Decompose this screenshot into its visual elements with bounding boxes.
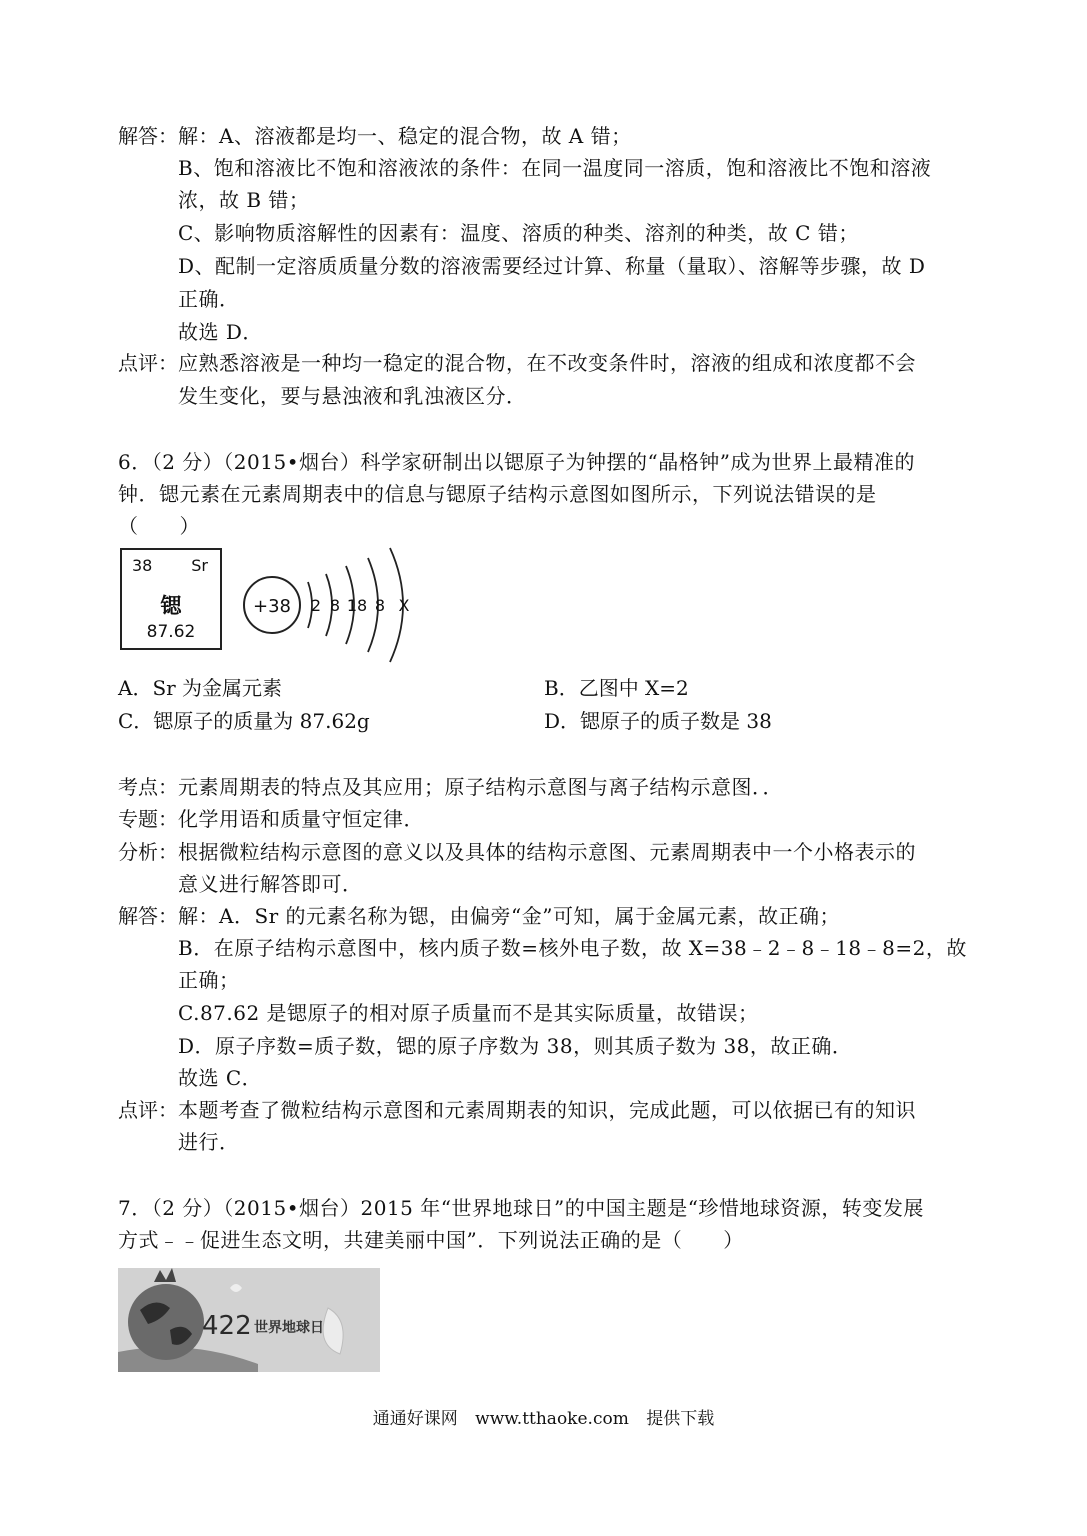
q5-answer-line-1: 解：A、溶液都是均一、稳定的混合物，故 A 错； [178,124,632,148]
q5-answer-line-4: C、影响物质溶解性的因素有：温度、溶质的种类、溶剂的种类，故 C 错； [178,221,859,245]
q6-comment-line-2: 进行． [178,1130,240,1154]
q5-answer-line-2: B、饱和溶液比不饱和溶液浓的条件：在同一温度同一溶质，饱和溶液比不饱和溶液 [178,156,932,180]
atomic-number: 38 [132,556,153,575]
q6-zhuanti: 化学用语和质量守恒定律． [178,807,424,831]
q6-answer-line-3: 正确； [178,968,240,992]
q5-answer-line-7: 故选 D． [178,320,263,344]
q6-comment-label: 点评： [118,1098,178,1122]
page-footer [0,1406,1087,1432]
q5-answer-line-5: D、配制一定溶质质量分数的溶液需要经过计算、称量（量取）、溶解等步骤，故 D [178,254,926,278]
q5-comment-label: 点评： [118,351,178,375]
q6-answer-label: 解答： [118,904,178,928]
earth-day-date: 422 [202,1311,252,1341]
q7-stem-line-1: 7．（2 分）（2015•烟台）2015 年“世界地球日”的中国主题是“珍惜地球资源，转变发展 [118,1196,924,1220]
q6-fenxi-line-1: 根据微粒结构示意图的意义以及具体的结构示意图、元素周期表中一个小格表示的 [178,840,916,864]
shell-electrons-3: 18 [346,596,368,615]
q6-answer-line-2: B．在原子结构示意图中，核内质子数=核外电子数，故 X=38﹣2﹣8﹣18﹣8=2，故 [178,936,967,960]
footer-suffix: 提供下载 [646,1409,715,1429]
earth-day-title: 世界地球日 [254,1320,324,1336]
atomic-mass: 87.62 [146,622,196,642]
q6-answer-line-1: 解：A．Sr 的元素名称为锶，由偏旁“金”可知，属于金属元素，故正确； [178,904,841,928]
periodic-table-cell [120,548,222,650]
q6-answer-line-6: 故选 C． [178,1066,263,1090]
q6-zhuanti-label: 专题： [118,807,178,831]
q6-option-d: D．锶原子的质子数是 38 [544,709,772,733]
q6-option-c: C．锶原子的质量为 87.62g [118,709,370,733]
earth-day-illustration [118,1268,380,1372]
q5-comment-line-1: 应熟悉溶液是一种均一稳定的混合物，在不改变条件时，溶液的组成和浓度都不会 [178,351,916,375]
nucleus-charge: +38 [253,596,291,617]
q5-answer-line-6: 正确． [178,287,240,311]
shell-electrons-4: 8 [374,596,386,615]
q6-stem-line-2: 钟．锶元素在元素周期表中的信息与锶原子结构示意图如图所示，下列说法错误的是 [118,482,877,506]
footer-url[interactable]: www.tthaoke.com [475,1409,629,1429]
q5-comment-line-2: 发生变化，要与悬浊液和乳浊液区分． [178,384,527,408]
q6-fenxi-line-2: 意义进行解答即可． [178,872,363,896]
earth-day-image [118,1268,380,1372]
atom-structure-diagram [240,540,430,670]
globe-icon [128,1284,204,1360]
q7-stem-line-2: 方式﹣﹣促进生态文明，共建美丽中国”．下列说法正确的是（ ） [118,1228,744,1252]
shell-electrons-1: 2 [310,596,322,615]
q6-fenxi-label: 分析： [118,840,178,864]
q6-kaodian: 元素周期表的特点及其应用；原子结构示意图与离子结构示意图．． [178,775,783,799]
element-symbol: Sr [191,556,208,575]
q6-stem-line-3: （ ） [118,514,200,538]
q6-answer-line-5: D．原子序数=质子数，锶的原子序数为 38，则其质子数为 38，故正确． [178,1034,853,1058]
shell-electrons-5: X [398,596,410,615]
shell-electrons-2: 8 [329,596,341,615]
q5-answer-label: 解答： [118,124,178,148]
q6-option-a: A．Sr 为金属元素 [118,676,283,700]
footer-site-name: 通通好课网 [372,1409,458,1429]
q6-kaodian-label: 考点： [118,775,178,799]
q6-option-b: B．乙图中 X=2 [544,676,689,700]
q6-stem-line-1: 6．（2 分）（2015•烟台）科学家研制出以锶原子为钟摆的“晶格钟”成为世界上最精准的 [118,450,915,474]
element-name: 锶 [160,594,182,618]
q5-answer-line-3: 浓，故 B 错； [178,188,310,212]
q6-comment-line-1: 本题考查了微粒结构示意图和元素周期表的知识，完成此题，可以依据已有的知识 [178,1098,916,1122]
q6-answer-line-4: C.87.62 是锶原子的相对原子质量而不是其实际质量，故错误； [178,1001,759,1025]
